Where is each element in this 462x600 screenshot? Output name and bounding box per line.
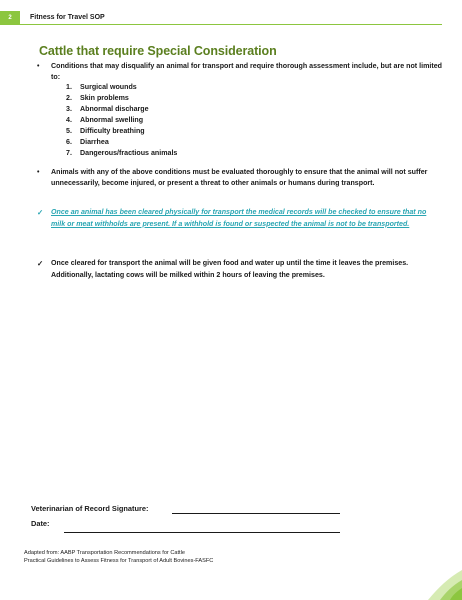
date-label: Date:	[31, 519, 50, 528]
list-item-label: Abnormal discharge	[80, 105, 149, 113]
signature-label: Veterinarian of Record Signature:	[31, 504, 149, 513]
check-medical-records-text: Once an animal has been cleared physically for transport the medical records will be checked to ensure that no milk or meat withholds are present. If a withhold is found or suspected the animal is not to be transported.	[51, 208, 427, 228]
list-item-label: Difficulty breathing	[80, 127, 145, 135]
list-item-number: 5.	[66, 127, 72, 135]
footer-citation	[24, 549, 213, 565]
section-title: Cattle that require Special Consideration	[39, 44, 277, 58]
document-title: Fitness for Travel SOP	[30, 14, 105, 21]
list-item-label: Dangerous/fractious animals	[80, 149, 178, 157]
bullet-dot-icon: •	[37, 63, 40, 70]
list-item-number: 3.	[66, 105, 72, 113]
checkmark-icon: ✓	[37, 259, 44, 268]
check-food-water-text: Once cleared for transport the animal will be given food and water up until the time it leaves the premises. Additionally, lactating cows will be milked within 2 hours of leaving the premises.	[51, 259, 409, 279]
footer-line: Adapted from: AABP Transportation Recommendations for Cattle	[24, 550, 185, 556]
corner-leaf-decoration	[418, 564, 462, 600]
list-item-number: 6.	[66, 138, 72, 146]
signature-line[interactable]	[172, 513, 340, 514]
list-item-number: 4.	[66, 116, 72, 124]
bullet-evaluation-text: Animals with any of the above conditions must be evaluated thoroughly to ensure that the animal will not suffer unnecessarily, become injured, or present a threat to other animals or humans during transport.	[51, 168, 428, 187]
date-line[interactable]	[64, 532, 340, 533]
bullet-conditions-text: Conditions that may disqualify an animal for transport and require thorough assessment include, but are not limited to:	[51, 62, 442, 81]
bullet-dot-icon: •	[37, 169, 40, 176]
page-number: 2	[0, 11, 20, 25]
list-item-number: 7.	[66, 149, 72, 157]
footer-line: Practical Guidelines to Assess Fitness for Transport of Adult Bovines-FASFC	[24, 558, 214, 564]
page-header	[0, 11, 462, 25]
list-item-label: Diarrhea	[80, 138, 109, 146]
list-item-number: 2.	[66, 94, 72, 102]
header-rule	[20, 24, 442, 25]
list-item-label: Abnormal swelling	[80, 116, 144, 124]
list-item-label: Skin problems	[80, 94, 129, 102]
list-item-number: 1.	[66, 83, 72, 91]
checkmark-icon: ✓	[37, 208, 44, 217]
list-item-label: Surgical wounds	[80, 83, 137, 91]
